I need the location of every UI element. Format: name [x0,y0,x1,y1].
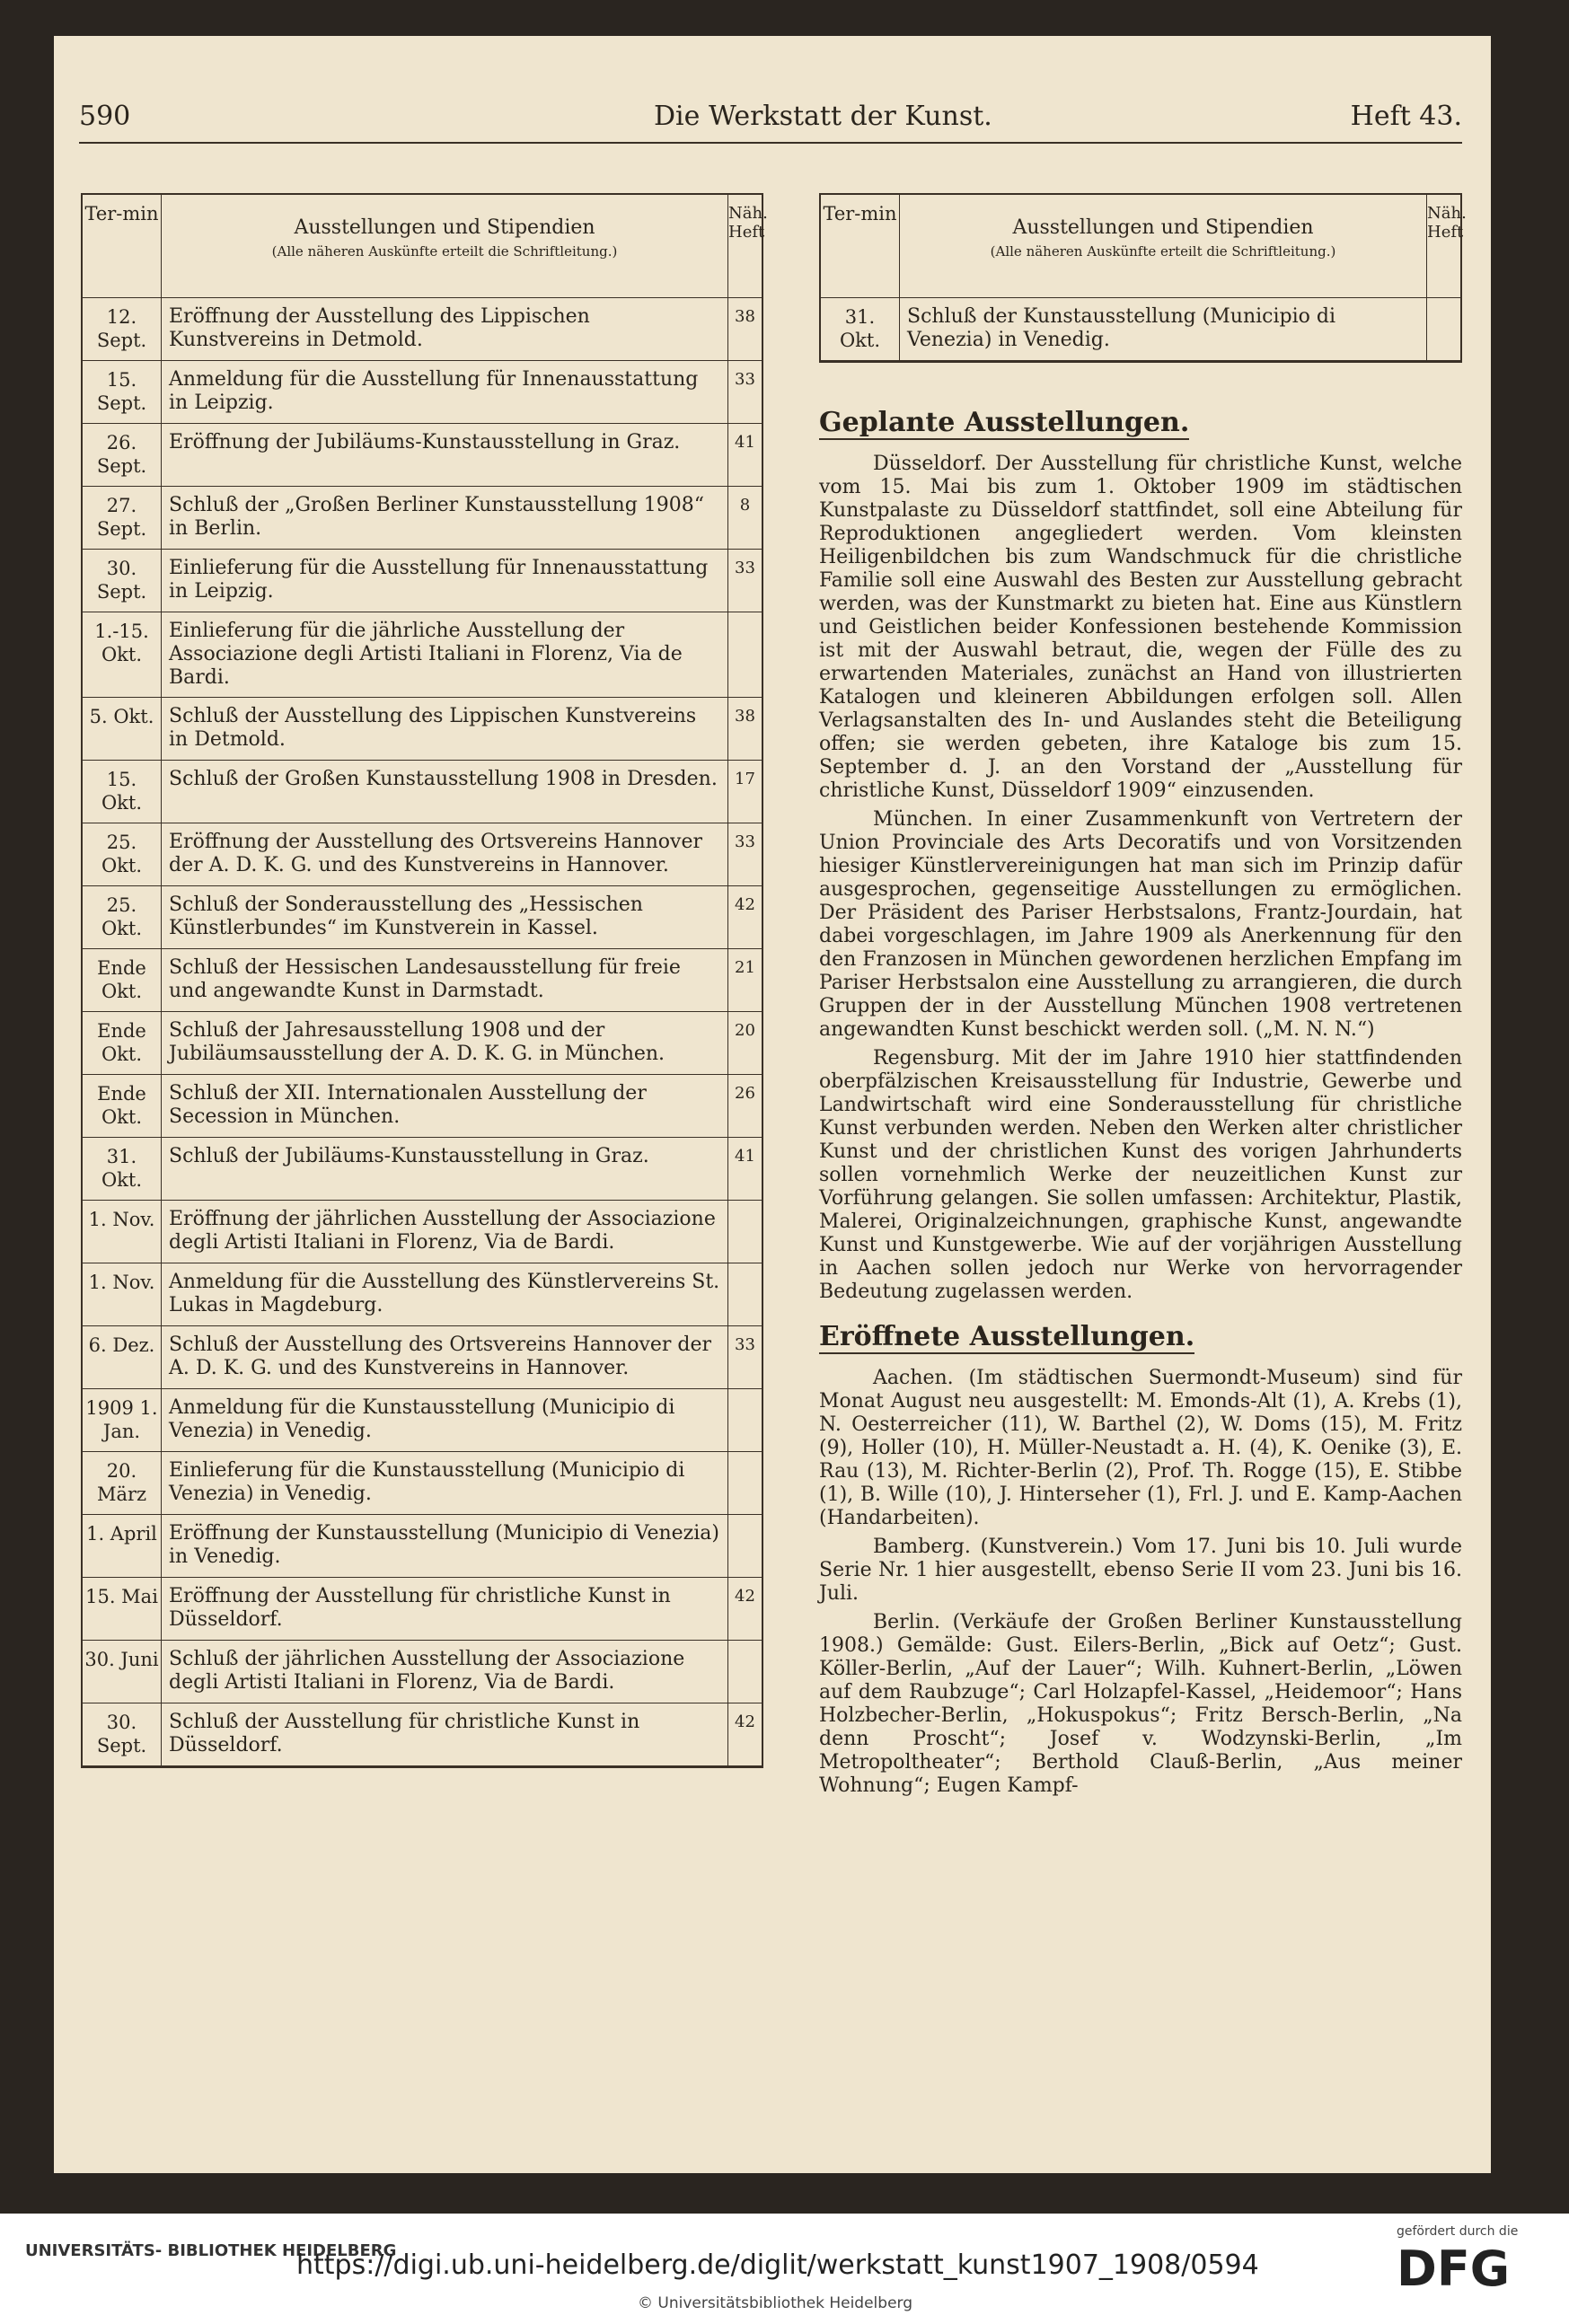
issue-ref [727,1452,762,1514]
issue-ref [727,1201,762,1263]
issue-ref [727,1515,762,1577]
paragraph: Düsseldorf. Der Ausstellung für christliche Kunst, welche vom 15. Mai bis zum 1. Oktober 1909 im städtischen Kunstpalaste zu Düsseldorf stattfindet, soll eine Abteilung für Reproduktionen angegliedert werden. Vom kleinsten Heiligenbildchen bis zum Wandschmuck für die christliche Familie soll eine Auswahl des Besten zur Ausstellung gebracht werden, was der Kunstmarkt zu bieten hat. Eine aus Künstlern und Geistlichen beider Konfessionen bestehende Kommission ist mit der Auswahl betraut, die, wegen der Fülle des zu erwartenden Materiales, zunächst an Hand von illustrierten Katalogen und kleineren Abbildungen erfolgen soll. Allen Verlagsanstalten des In- und Auslandes steht die Beteiligung offen; sie werden gebeten, ihre Kataloge bis zum 15. September d. J. an den Vorstand der „Ausstellung für christliche Kunst, Düsseldorf 1909“ einzusenden. [819,453,1462,802]
table-row [83,698,762,761]
term-date: 1.-15. Okt. [83,612,162,697]
entry-text: Schluß der Ausstellung des Lippischen Kunstvereins in Detmold. [169,705,697,751]
term-date: 1. April [83,1515,162,1577]
issue-ref [1426,298,1460,360]
table-row [83,1012,762,1075]
term-date: 30. Sept. [83,1703,162,1765]
paragraph: Regensburg. Mit der im Jahre 1910 hier stattfindenden oberpfälzischen Kreisausstellung für Industrie, Gewerbe und Landwirtschaft wird eine Sonderausstellung für christliche Kunst verbunden werden. Neben den Werken alter christlicher Kunst und der christlichen Kunst des vorigen Jahrhunderts sollen vornehmlich Werke der neuzeitlichen Kunst zur Vorführung gelangen. Sie sollen umfassen: Architektur, Plastik, Malerei, Originalzeichnungen, graphische Kunst, angewandte Kunst und Kunstgewerbe. Wie auf der vorjährigen Ausstellung in Aachen sollen jedoch nur Werke von hervorragender Bedeutung zugelassen werden. [819,1047,1462,1303]
page-number: 590 [79,101,131,132]
table-row [83,1452,762,1515]
table-row [83,361,762,424]
entry-text: Schluß der Jubiläums-Kunstausstellung in Graz. [169,1145,649,1167]
table-row [83,298,762,361]
table-row [821,298,1460,361]
entry-text: Einlieferung für die Ausstellung für Innenausstattung in Leipzig. [169,557,709,603]
term-date: 5. Okt. [83,698,162,760]
table-row [83,487,762,550]
entry-text: Eröffnung der Kunstausstellung (Municipio di Venezia) in Venedig. [169,1522,719,1568]
entry-text: Eröffnung der Ausstellung für christliche Kunst in Düsseldorf. [169,1585,671,1631]
entry-text: Anmeldung für die Kunstausstellung (Municipio di Venezia) in Venedig. [169,1396,675,1442]
entry-text: Schluß der Sonderausstellung des „Hessischen Künstlerbundes“ im Kunstverein in Kassel. [169,894,643,939]
term-date: 25. Okt. [83,886,162,948]
term-date: 1909 1. Jan. [83,1389,162,1451]
right-column-text [819,395,1462,1803]
table-row [83,1138,762,1201]
issue-ref [727,1263,762,1325]
entry-text: Einlieferung für die Kunstausstellung (Municipio di Venezia) in Venedig. [169,1459,685,1505]
issue-ref [727,612,762,697]
term-date: 15. Sept. [83,361,162,423]
permalink[interactable]: https://digi.ub.uni-heidelberg.de/diglit/werkstatt_kunst1907_1908/0594 [296,2249,1259,2281]
table-row [83,1578,762,1641]
issue-ref: 42 [727,1703,762,1765]
issue-ref: 8 [727,487,762,549]
table-row [83,612,762,698]
entry-text: Schluß der Hessischen Landesausstellung für freie und angewandte Kunst in Darmstadt. [169,956,681,1002]
table-row [83,1641,762,1703]
term-date: 31. Okt. [821,298,900,360]
table-row [83,823,762,886]
term-date: 20. März [83,1452,162,1514]
entry-text: Eröffnung der Jubiläums-Kunstausstellung in Graz. [169,431,681,453]
term-date: Ende Okt. [83,1012,162,1074]
issue-ref: 17 [727,761,762,823]
table-row [83,1263,762,1326]
left-schedule-table [81,193,768,1768]
table-header: Ter-min Ausstellungen und Stipendien (Alle näheren Auskünfte erteilt die Schriftleitung.) Näh. Heft [83,195,762,298]
term-date: 6. Dez. [83,1326,162,1388]
library-logo-text: UNIVERSITÄTS- BIBLIOTHEK HEIDELBERG [25,2241,397,2260]
table-row [83,1515,762,1578]
term-date: 15. Mai [83,1578,162,1640]
issue-ref: 41 [727,424,762,486]
table-row [83,949,762,1012]
issue-ref [727,1389,762,1451]
entry-text: Schluß der Jahresausstellung 1908 und der Jubiläumsausstellung der A. D. K. G. in München. [169,1019,666,1065]
table-row [83,1201,762,1263]
issue-ref [727,1641,762,1703]
right-schedule-table [819,193,1467,363]
entry-text: Schluß der „Großen Berliner Kunstausstellung 1908“ in Berlin. [169,494,705,540]
term-date: 25. Okt. [83,823,162,885]
table-row [83,424,762,487]
dfg-logo: DFG [1397,2240,1511,2297]
section-heading: Eröffnete Ausstellungen. [819,1321,1195,1352]
term-date: 1. Nov. [83,1263,162,1325]
term-date: 31. Okt. [83,1138,162,1200]
term-date: Ende Okt. [83,1075,162,1137]
page-header [79,90,1462,144]
running-title: Die Werkstatt der Kunst. [654,101,992,132]
entry-text: Eröffnung der Ausstellung des Ortsvereins Hannover der A. D. K. G. und des Kunstvereins in Hannover. [169,831,703,876]
issue-ref: 33 [727,361,762,423]
issue-ref: 20 [727,1012,762,1074]
entry-text: Schluß der Ausstellung für christliche Kunst in Düsseldorf. [169,1711,640,1756]
table-row [83,1075,762,1138]
table-row [83,550,762,612]
table-row [83,1326,762,1389]
table-row [83,761,762,823]
entry-text: Schluß der Großen Kunstausstellung 1908 in Dresden. [169,768,718,790]
term-date: 26. Sept. [83,424,162,486]
entry-text: Einlieferung für die jährliche Ausstellung der Associazione degli Artisti Italiani in Florenz, Via de Bardi. [169,620,683,689]
term-date: Ende Okt. [83,949,162,1011]
footer-bar [0,2214,1569,2324]
entry-text: Eröffnung der jährlichen Ausstellung der Associazione degli Artisti Italiani in Florenz, Via de Bardi. [169,1208,716,1254]
issue-ref: 38 [727,698,762,760]
term-date: 1. Nov. [83,1201,162,1263]
table-row [83,886,762,949]
entry-text: Anmeldung für die Ausstellung für Innenausstattung in Leipzig. [169,368,699,414]
term-date: 30. Juni [83,1641,162,1703]
issue-ref: 26 [727,1075,762,1137]
term-date: 12. Sept. [83,298,162,360]
entry-text: Schluß der Kunstausstellung (Municipio di Venezia) in Venedig. [907,305,1336,351]
funding-note: gefördert durch die [1397,2224,1519,2239]
entry-text: Schluß der XII. Internationalen Ausstellung der Secession in München. [169,1082,647,1128]
table-row [83,1389,762,1452]
table-header: Ter-min Ausstellungen und Stipendien (Alle näheren Auskünfte erteilt die Schriftleitung.) Näh. Heft [821,195,1460,298]
issue-ref: 33 [727,1326,762,1388]
issue-ref: 21 [727,949,762,1011]
paragraph: München. In einer Zusammenkunft von Vertretern der Union Provinciale des Arts Decoratifs und von Vorsitzenden hiesiger Künstlervereinigungen hat man sich im Prinzip dafür ausgesprochen, gegenseitige Ausstellungen zu ermöglichen. Der Präsident des Pariser Herbstsalons, Frantz-Jourdain, hat dabei vorgeschlagen, im Jahre 1909 als Anerkennung für den den Franzosen in München gewordenen herzlichen Empfang im Pariser Herbstsalon eine Ausstellung zu arrangieren, die durch Gruppen der in der Ausstellung München 1908 vertretenen angewandten Kunst beschickt werden soll. („M. N. N.“) [819,808,1462,1041]
issue-ref: 33 [727,823,762,885]
paragraph: Aachen. (Im städtischen Suermondt-Museum) sind für Monat August neu ausgestellt: M. Emonds-Alt (1), A. Krebs (1), N. Oesterreicher (11), W. Barthel (2), W. Doms (15), M. Fritz (9), Holler (10), H. Müller-Neustadt a. H. (4), K. Oenike (3), E. Rau (13), M. Richter-Berlin (2), Prof. Th. Rogge (15), E. Stibbe (1), B. Wille (10), J. Hinterseher (1), Frl. J. und E. Kamp-Aachen (Handarbeiten). [819,1367,1462,1529]
term-date: 30. Sept. [83,550,162,612]
issue-ref: 42 [727,886,762,948]
paragraph: Berlin. (Verkäufe der Großen Berliner Kunstausstellung 1908.) Gemälde: Gust. Eilers-Berlin, „Bick auf Oetz“; Gust. Köller-Berlin, „Auf der Lauer“; Wilh. Kuhnert-Berlin, „Löwen auf dem Raubzuge“; Carl Holzapfel-Kassel, „Heidemoor“; Hans Holzbecher-Berlin, „Hokuspokus“; Fritz Bersch-Berlin, „Na denn Proscht“; Josef v. Wodzynski-Berlin, „Im Metropoltheater“; Berthold Clauß-Berlin, „Aus meiner Wohnung“; Eugen Kampf- [819,1611,1462,1797]
section-heading: Geplante Ausstellungen. [819,407,1190,438]
copyright: © Universitätsbibliothek Heidelberg [638,2294,913,2312]
entry-text: Eröffnung der Ausstellung des Lippischen Kunstvereins in Detmold. [169,305,590,351]
term-date: 27. Sept. [83,487,162,549]
term-date: 15. Okt. [83,761,162,823]
issue-ref: 42 [727,1578,762,1640]
issue-ref: 41 [727,1138,762,1200]
entry-text: Schluß der jährlichen Ausstellung der Associazione degli Artisti Italiani in Florenz, Via de Bardi. [169,1648,685,1694]
entry-text: Schluß der Ausstellung des Ortsvereins Hannover der A. D. K. G. und des Kunstvereins in Hannover. [169,1334,712,1379]
entry-text: Anmeldung für die Ausstellung des Künstlervereins St. Lukas in Magdeburg. [169,1271,720,1316]
paragraph: Bamberg. (Kunstverein.) Vom 17. Juni bis 10. Juli wurde Serie Nr. 1 hier ausgestellt, ebenso Serie II vom 23. Juni bis 16. Juli. [819,1536,1462,1605]
issue-ref: 33 [727,550,762,612]
table-row [83,1703,762,1766]
issue-ref: 38 [727,298,762,360]
issue-label: Heft 43. [1350,101,1462,132]
